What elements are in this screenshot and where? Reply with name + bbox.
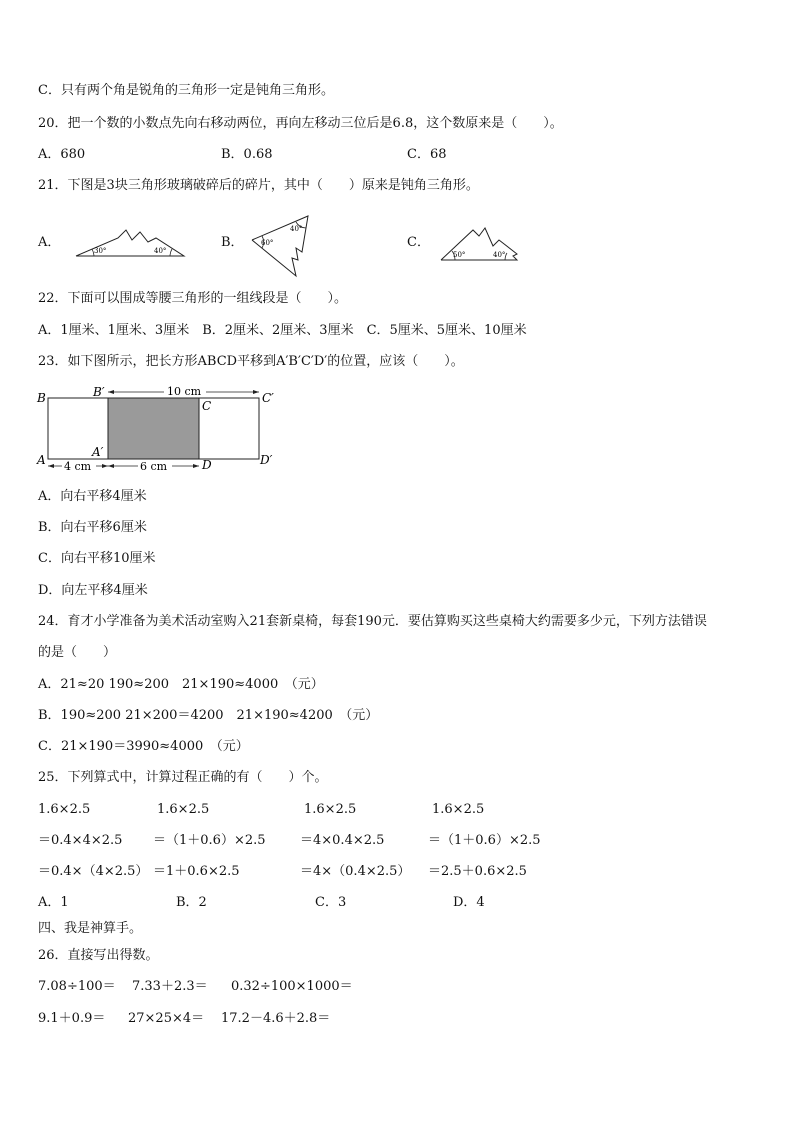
label-B: B bbox=[37, 391, 46, 405]
q23-option-b: B．向右平移6厘米 bbox=[38, 520, 147, 535]
q23-option-a: A．向右平移4厘米 bbox=[38, 489, 147, 504]
label-A-prime: A′ bbox=[92, 445, 104, 459]
label-D-prime: D′ bbox=[260, 453, 273, 467]
q19-option-c: C．只有两个角是锐角的三角形一定是钝角三角形。 bbox=[38, 83, 334, 98]
q26-r2-item1: 9.1＋0.9＝ bbox=[38, 1011, 106, 1026]
q25-col4-line2: ＝（1＋0.6）×2.5 bbox=[428, 833, 541, 848]
fig-a-angle-2: 40° bbox=[154, 247, 167, 255]
label-C: C bbox=[202, 399, 212, 413]
label-D: D bbox=[202, 458, 212, 472]
q25-col3-line1: 1.6×2.5 bbox=[304, 802, 357, 817]
q21-figure-c bbox=[437, 222, 525, 264]
q21-option-b-label: B． bbox=[221, 235, 244, 250]
fig-c-angle-2: 40° bbox=[493, 251, 506, 259]
q25-col2-line1: 1.6×2.5 bbox=[157, 802, 210, 817]
q20-option-c: C．68 bbox=[407, 147, 447, 162]
q24-stem-line2: 的是（ ） bbox=[38, 645, 117, 660]
q26-r1-item1: 7.08÷100＝ bbox=[38, 979, 116, 994]
q22-options: A．1厘米、1厘米、3厘米 B．2厘米、2厘米、3厘米 C．5厘米、5厘米、10厘米 bbox=[38, 323, 527, 338]
q23-option-d: D．向左平移4厘米 bbox=[38, 583, 148, 598]
q25-col4-line1: 1.6×2.5 bbox=[432, 802, 485, 817]
q24-option-a: A．21≈20 190≈200 21×190≈4000 （元） bbox=[38, 677, 324, 692]
fig-c-angle-1: 50° bbox=[453, 251, 466, 259]
q25-col1-line3: ＝0.4×（4×2.5） bbox=[38, 864, 149, 879]
q25-col2-line2: ＝（1＋0.6）×2.5 bbox=[153, 833, 266, 848]
q26-r2-item3: 17.2－4.6＋2.8＝ bbox=[221, 1011, 331, 1026]
q24-option-b: B．190≈200 21×200＝4200 21×190≈4200 （元） bbox=[38, 708, 379, 723]
dim-6cm: 6 cm bbox=[140, 460, 168, 473]
q24-option-c: C．21×190＝3990≈4000 （元） bbox=[38, 739, 249, 754]
fig-b-angle-1: 60° bbox=[261, 239, 274, 247]
q22-stem: 22．下面可以围成等腰三角形的一组线段是（ ）。 bbox=[38, 291, 348, 306]
q23-stem: 23．如下图所示，把长方形ABCD平移到A′B′C′D′的位置，应该（ ）。 bbox=[38, 354, 464, 369]
section-4-title: 四、我是神算手。 bbox=[38, 921, 143, 936]
q24-stem-line1: 24．育才小学准备为美术活动室购入21套新桌椅，每套190元．要估算购买这些桌椅大约需要多少元，下列方法错误 bbox=[38, 614, 707, 629]
q25-col3-line3: ＝4×（0.4×2.5） bbox=[300, 864, 411, 879]
dim-4cm: 4 cm bbox=[64, 460, 92, 473]
q21-stem: 21．下图是3块三角形玻璃破碎后的碎片，其中（ ）原来是钝角三角形。 bbox=[38, 178, 479, 193]
q26-r1-item3: 0.32÷100×1000＝ bbox=[231, 979, 353, 994]
q21-option-a-label: A． bbox=[38, 235, 61, 250]
label-B-prime: B′ bbox=[93, 385, 105, 399]
q26-r1-item2: 7.33＋2.3＝ bbox=[132, 979, 208, 994]
label-C-prime: C′ bbox=[262, 391, 274, 405]
q25-option-c: C．3 bbox=[315, 895, 347, 910]
q25-option-b: B．2 bbox=[176, 895, 207, 910]
q21-option-c-label: C． bbox=[407, 235, 430, 250]
q25-col2-line3: ＝1＋0.6×2.5 bbox=[153, 864, 240, 879]
q26-r2-item2: 27×25×4＝ bbox=[128, 1011, 205, 1026]
q21-figure-a bbox=[70, 218, 190, 260]
q23-rectangle-figure bbox=[34, 384, 280, 474]
dim-10cm: 10 cm bbox=[167, 385, 202, 398]
label-A: A bbox=[37, 453, 46, 467]
q25-option-d: D．4 bbox=[453, 895, 485, 910]
q25-col1-line1: 1.6×2.5 bbox=[38, 802, 91, 817]
fig-b-angle-2: 40° bbox=[290, 225, 303, 233]
fig-a-angle-1: 30° bbox=[94, 247, 107, 255]
q20-stem: 20．把一个数的小数点先向右移动两位，再向左移动三位后是6.8，这个数原来是（ ）。 bbox=[38, 116, 563, 131]
q21-figure-b bbox=[246, 212, 316, 280]
q26-stem: 26．直接写出得数。 bbox=[38, 948, 159, 963]
q25-col3-line2: ＝4×0.4×2.5 bbox=[300, 833, 385, 848]
q20-option-a: A．680 bbox=[38, 147, 86, 162]
q20-option-b: B．0.68 bbox=[221, 147, 273, 162]
q25-col1-line2: ＝0.4×4×2.5 bbox=[38, 833, 123, 848]
q23-option-c: C．向右平移10厘米 bbox=[38, 551, 156, 566]
q25-stem: 25．下列算式中，计算过程正确的有（ ）个。 bbox=[38, 770, 328, 785]
q25-option-a: A．1 bbox=[38, 895, 69, 910]
q25-col4-line3: ＝2.5＋0.6×2.5 bbox=[428, 864, 527, 879]
